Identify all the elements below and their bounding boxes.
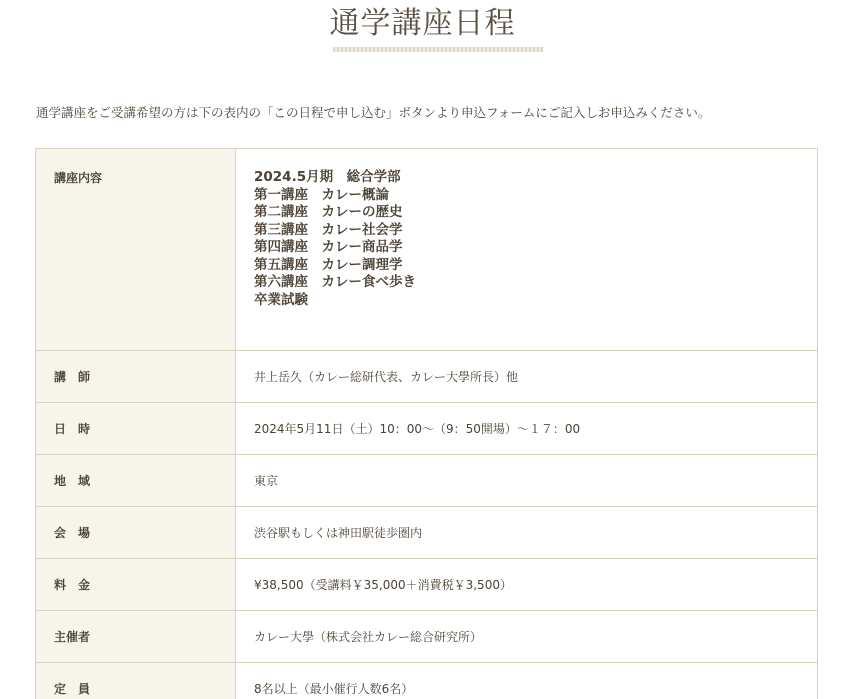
course-line: 2024.5月期 総合学部: [254, 169, 401, 185]
page-title: 通学講座日程: [329, 6, 516, 41]
title-underline: [333, 47, 543, 52]
schedule-table: [35, 148, 818, 699]
row-label-capacity: 定 員: [36, 663, 236, 699]
course-line: 第六講座 カレー食べ歩き: [254, 274, 416, 290]
row-value-course: [236, 149, 818, 351]
title-wrap: [0, 6, 845, 49]
row-label-datetime: 日 時: [36, 403, 236, 455]
table-row-capacity: [36, 663, 818, 699]
row-value-capacity: 8名以上（最小催行人数6名）: [236, 663, 818, 699]
table-row-venue: [36, 507, 818, 559]
course-line: 第一講座 カレー概論: [254, 186, 389, 203]
row-value-region: 東京: [236, 455, 818, 507]
row-value-organizer: カレー大學（株式会社カレー総合研究所）: [236, 611, 818, 663]
table-row-instructor: [36, 351, 818, 403]
intro-text: 通学講座をご受講希望の方は下の表内の「この日程で申し込む」ボタンより申込フォームにご記入しお申込みください。: [36, 105, 711, 120]
table-row-organizer: [36, 611, 818, 663]
table-row-datetime: [36, 403, 818, 455]
table-row-fee: [36, 559, 818, 611]
row-label-region: 地 域: [36, 455, 236, 507]
row-value-venue: 渋谷駅もしくは神田駅徒歩圏内: [236, 507, 818, 559]
table-row-region: [36, 455, 818, 507]
row-value-fee: ¥38,500（受講料￥35,000＋消費税￥3,500）: [236, 559, 818, 611]
course-line: 第五講座 カレー調理学: [254, 256, 403, 273]
course-line: 第三講座 カレー社会学: [254, 221, 403, 238]
row-label-instructor: 講 師: [36, 351, 236, 403]
row-value-datetime: 2024年5月11日（土）10：00～（9：50開場）～１７：00: [236, 403, 818, 455]
course-line: 第二講座 カレーの歴史: [254, 204, 403, 220]
row-label-venue: 会 場: [36, 507, 236, 559]
course-line: 第四講座 カレー商品学: [254, 239, 403, 255]
row-label-fee: 料 金: [36, 559, 236, 611]
course-line: 卒業試験: [254, 291, 308, 308]
row-label-organizer: 主催者: [36, 611, 236, 663]
row-label-course: 講座内容: [36, 149, 236, 351]
row-value-instructor: 井上岳久（カレー総研代表、カレー大學所長）他: [236, 351, 818, 403]
table-row-course: [36, 149, 818, 351]
